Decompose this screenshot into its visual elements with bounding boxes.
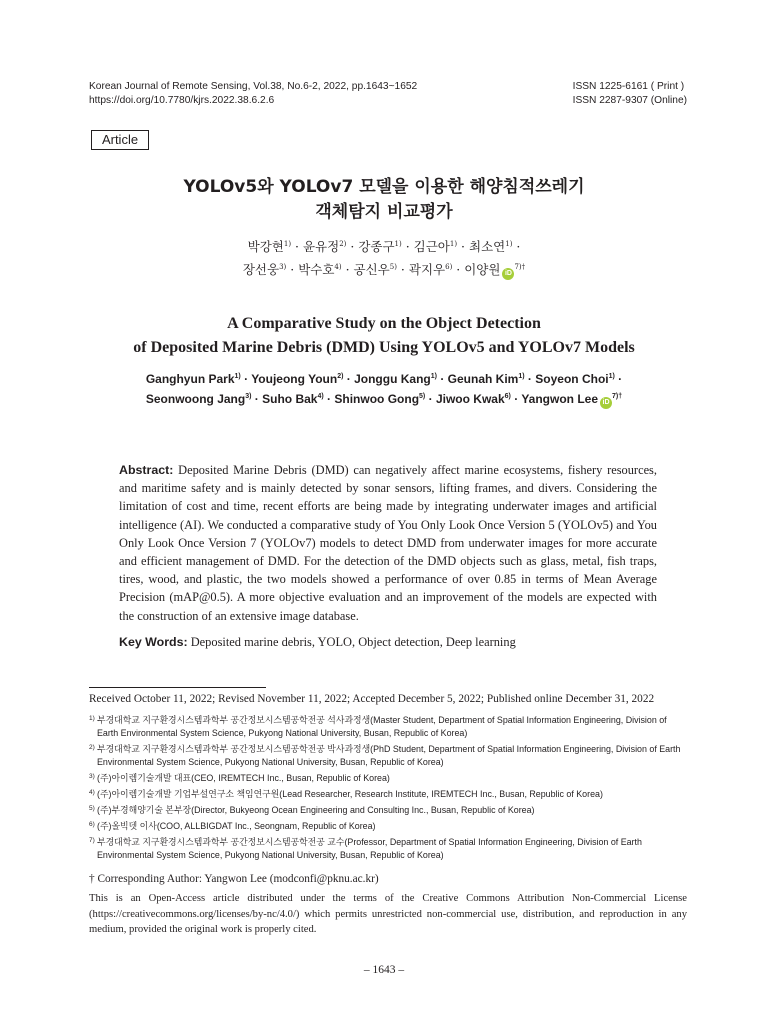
- page-number: – 1643 –: [363, 964, 405, 976]
- journal-citation: Korean Journal of Remote Sensing, Vol.38, No.6-2, 2022, pp.1643~1652: [89, 81, 418, 92]
- english-title: [0, 312, 768, 360]
- author-name: Ganghyun Park: [145, 372, 235, 386]
- author-name: Shinwoo Gong: [334, 392, 420, 406]
- korean-authors-line-1: 박강현$^{1)}$ · 윤유정$^{2)}$ · 강종구$^{1)}$ · 김근아$^{1)}$ · 최소연$^{1)}$ ·: [247, 239, 521, 254]
- author-affiliation-mark: 1): [430, 373, 437, 380]
- author-name: Seonwoong Jang: [145, 392, 246, 406]
- doi-link[interactable]: https://doi.org/10.7780/kjrs.2022.38.6.2.6: [89, 95, 275, 106]
- author-name: 이양원: [464, 262, 501, 277]
- english-title-line-1: A Comparative Study on the Object Detection: [227, 315, 541, 332]
- abstract: [119, 461, 657, 625]
- author-affiliation-mark: 4): [334, 263, 342, 271]
- author-name: 김근아: [413, 239, 450, 254]
- author-affiliation-mark: 7)†: [612, 393, 623, 400]
- korean-title-line-2: 객체탐지 비교평가: [315, 202, 453, 222]
- korean-authors: [0, 235, 768, 281]
- author-affiliation-mark: 2): [337, 373, 344, 380]
- affiliation-number: 6): [89, 821, 95, 828]
- affiliation-text: (주)아이렘기술개발 대표(CEO, IREMTECH Inc., Busan, Republic of Korea): [97, 773, 390, 783]
- keywords-label: Key Words:: [119, 635, 188, 649]
- author-affiliation-mark: 6): [504, 393, 511, 400]
- issn-info: [573, 80, 687, 108]
- author-name: Jonggu Kang: [354, 372, 431, 386]
- affiliation-text: 부경대학교 지구환경시스템과학부 공간정보시스템공학전공 석사과정생(Master Student, Department of Spatial Information Engineering, Division of Earth Environmental System Science, Pukyong National University, Busan, Republic of Korea): [97, 715, 667, 738]
- author-affiliation-mark: 1): [505, 240, 513, 248]
- orcid-icon[interactable]: iD: [600, 397, 612, 409]
- affiliation-number: 4): [89, 789, 95, 796]
- author-name: Geunah Kim: [447, 372, 519, 386]
- affiliation-item: [89, 820, 689, 833]
- author-affiliation-mark: 3): [245, 393, 252, 400]
- korean-authors-line-2: 장선웅$^{3)}$ · 박수호$^{4)}$ · 공신우$^{5)}$ · 곽지우$^{6)}$ · 이양원 $iD^{7)\dagger}$: [0, 258, 768, 281]
- author-name: Yangwon Lee: [521, 392, 598, 406]
- author-name: Soyeon Choi: [535, 372, 609, 386]
- author-affiliation-mark: 4): [317, 393, 324, 400]
- english-authors: [0, 369, 768, 409]
- author-name: 박수호: [298, 262, 335, 277]
- affiliation-number: 1): [89, 715, 95, 722]
- keywords: [119, 633, 657, 651]
- author-affiliation-mark: 1): [518, 373, 525, 380]
- author-affiliation-mark: 1): [394, 240, 402, 248]
- author-affiliation-mark: 7)†: [514, 263, 526, 271]
- received-dates: Received October 11, 2022; Revised November 11, 2022; Accepted December 5, 2022; Published online December 31, 2022: [89, 693, 655, 705]
- author-name: 공신우: [353, 262, 390, 277]
- author-affiliation-mark: 5): [389, 263, 397, 271]
- english-authors-line-2: Seonwoong Jang$^{3)}$ · Suho Bak$^{4)}$ · Shinwoo Gong$^{5)}$ · Jiwoo Kwak$^{6)}$ · Yangwon Lee $iD^{7)\dagger}$: [0, 389, 768, 409]
- affiliation-text: 부경대학교 지구환경시스템과학부 공간정보시스템공학전공 교수(Professor, Department of Spatial Information Engineering, Division of Earth Environmental System Science, Pukyong National University, Busan, Republic of Korea): [97, 837, 642, 860]
- affiliation-item: [89, 836, 689, 862]
- author-name: 곽지우: [408, 262, 446, 277]
- abstract-text: Deposited Marine Debris (DMD) can negatively affect marine ecosystems, fishery resources, and maritime safety and is mainly detected by sonar sensors, lifting frames, and divers. Considering the limitation of cost and time, recent efforts are being made by integrating underwater images and artificial intelligence (AI). We conducted a comparative study of You Only Look Once Version 5 (YOLOv5) and You Only Look Once Version 7 (YOLOv7) models to detect DMD from underwater images for more accurate and efficient management of DMD. For the detection of the DMD objects such as glass, metal, fish traps, tires, wood, and plastic, the two models showed a performance of over 0.85 in terms of Mean Average Precision (mAP@0.5). A more objective evaluation and an improvement of the models are expected with the construction of an extensive image database.: [119, 463, 657, 623]
- author-name: Suho Bak: [262, 392, 318, 406]
- author-affiliation-mark: 5): [419, 393, 426, 400]
- affiliation-number: 5): [89, 805, 95, 812]
- keywords-text: Deposited marine debris, YOLO, Object detection, Deep learning: [190, 635, 516, 649]
- author-affiliation-mark: 2): [339, 240, 347, 248]
- issn-print: ISSN 1225-6161 ( Print ): [572, 81, 685, 92]
- affiliation-item: [89, 804, 689, 817]
- author-affiliation-mark: 3): [279, 263, 287, 271]
- author-name: Jiwoo Kwak: [435, 392, 505, 406]
- affiliation-number: 7): [89, 837, 95, 844]
- author-affiliation-mark: 1): [283, 240, 292, 248]
- affiliation-item: [89, 714, 689, 740]
- author-name: Youjeong Youn: [251, 372, 338, 386]
- author-name: 박강현: [247, 239, 284, 254]
- issn-online: ISSN 2287-9307 (Online): [572, 95, 687, 106]
- author-affiliation-mark: 6): [445, 263, 453, 271]
- abstract-label: Abstract:: [119, 463, 174, 477]
- corresponding-author: † Corresponding Author: Yangwon Lee (modconfi@pknu.ac.kr): [89, 873, 379, 885]
- korean-title: [0, 175, 768, 225]
- english-title-line-2: of Deposited Marine Debris (DMD) Using YOLOv5 and YOLOv7 Models: [133, 339, 635, 356]
- affiliation-text: (주)부경해양기술 본부장(Director, Bukyeong Ocean Engineering and Consulting Inc., Busan, Republic of Korea): [97, 805, 535, 815]
- affiliation-item: [89, 772, 689, 785]
- korean-title-line-1: YOLOv5와 YOLOv7 모델을 이용한 해양침적쓰레기: [183, 177, 585, 197]
- author-name: 장선웅: [242, 262, 280, 277]
- article-type-badge: Article: [91, 130, 149, 150]
- footnote-divider: [89, 687, 266, 688]
- author-affiliation-mark: 1): [234, 373, 241, 380]
- english-authors-line-1: Ganghyun Park$^{1)}$ · Youjeong Youn$^{2)}$ · Jonggu Kang$^{1)}$ · Geunah Kim$^{1)}$ · Soyeon Choi$^{1)}$ ·: [145, 372, 623, 386]
- author-name: 최소연: [469, 239, 506, 254]
- author-name: 윤유정: [302, 239, 340, 254]
- author-name: 강종구: [358, 239, 395, 254]
- orcid-icon[interactable]: iD: [502, 268, 514, 280]
- affiliation-text: 부경대학교 지구환경시스템과학부 공간정보시스템공학전공 박사과정생(PhD Student, Department of Spatial Information Engineering, Division of Earth Environmental System Science, Pukyong National University, Busan, Republic of Korea): [97, 744, 681, 767]
- license-statement: This is an Open-Access article distributed under the terms of the Creative Commons Attribution Non-Commercial License (https://creativecommons.org/licenses/by-nc/4.0/) which permits unrestricted non-commercial use, distribution, and reproduction in any medium, provided the original work is properly cited.: [89, 893, 687, 936]
- affiliation-item: [89, 788, 689, 801]
- affiliation-text: (주)아이렘기술개발 기업부설연구소 책임연구원(Lead Researcher, Research Institute, IREMTECH Inc., Busan, Republic of Korea): [97, 789, 603, 799]
- affiliation-text: (주)올빅뎃 이사(COO, ALLBIGDAT Inc., Seongnam, Republic of Korea): [97, 821, 376, 831]
- journal-info: [89, 80, 417, 108]
- affiliation-number: 3): [89, 773, 95, 780]
- affiliation-number: 2): [89, 744, 95, 751]
- author-affiliation-mark: 1): [608, 373, 615, 380]
- affiliation-item: [89, 743, 689, 769]
- author-affiliation-mark: 1): [449, 240, 458, 248]
- affiliations: [89, 714, 689, 865]
